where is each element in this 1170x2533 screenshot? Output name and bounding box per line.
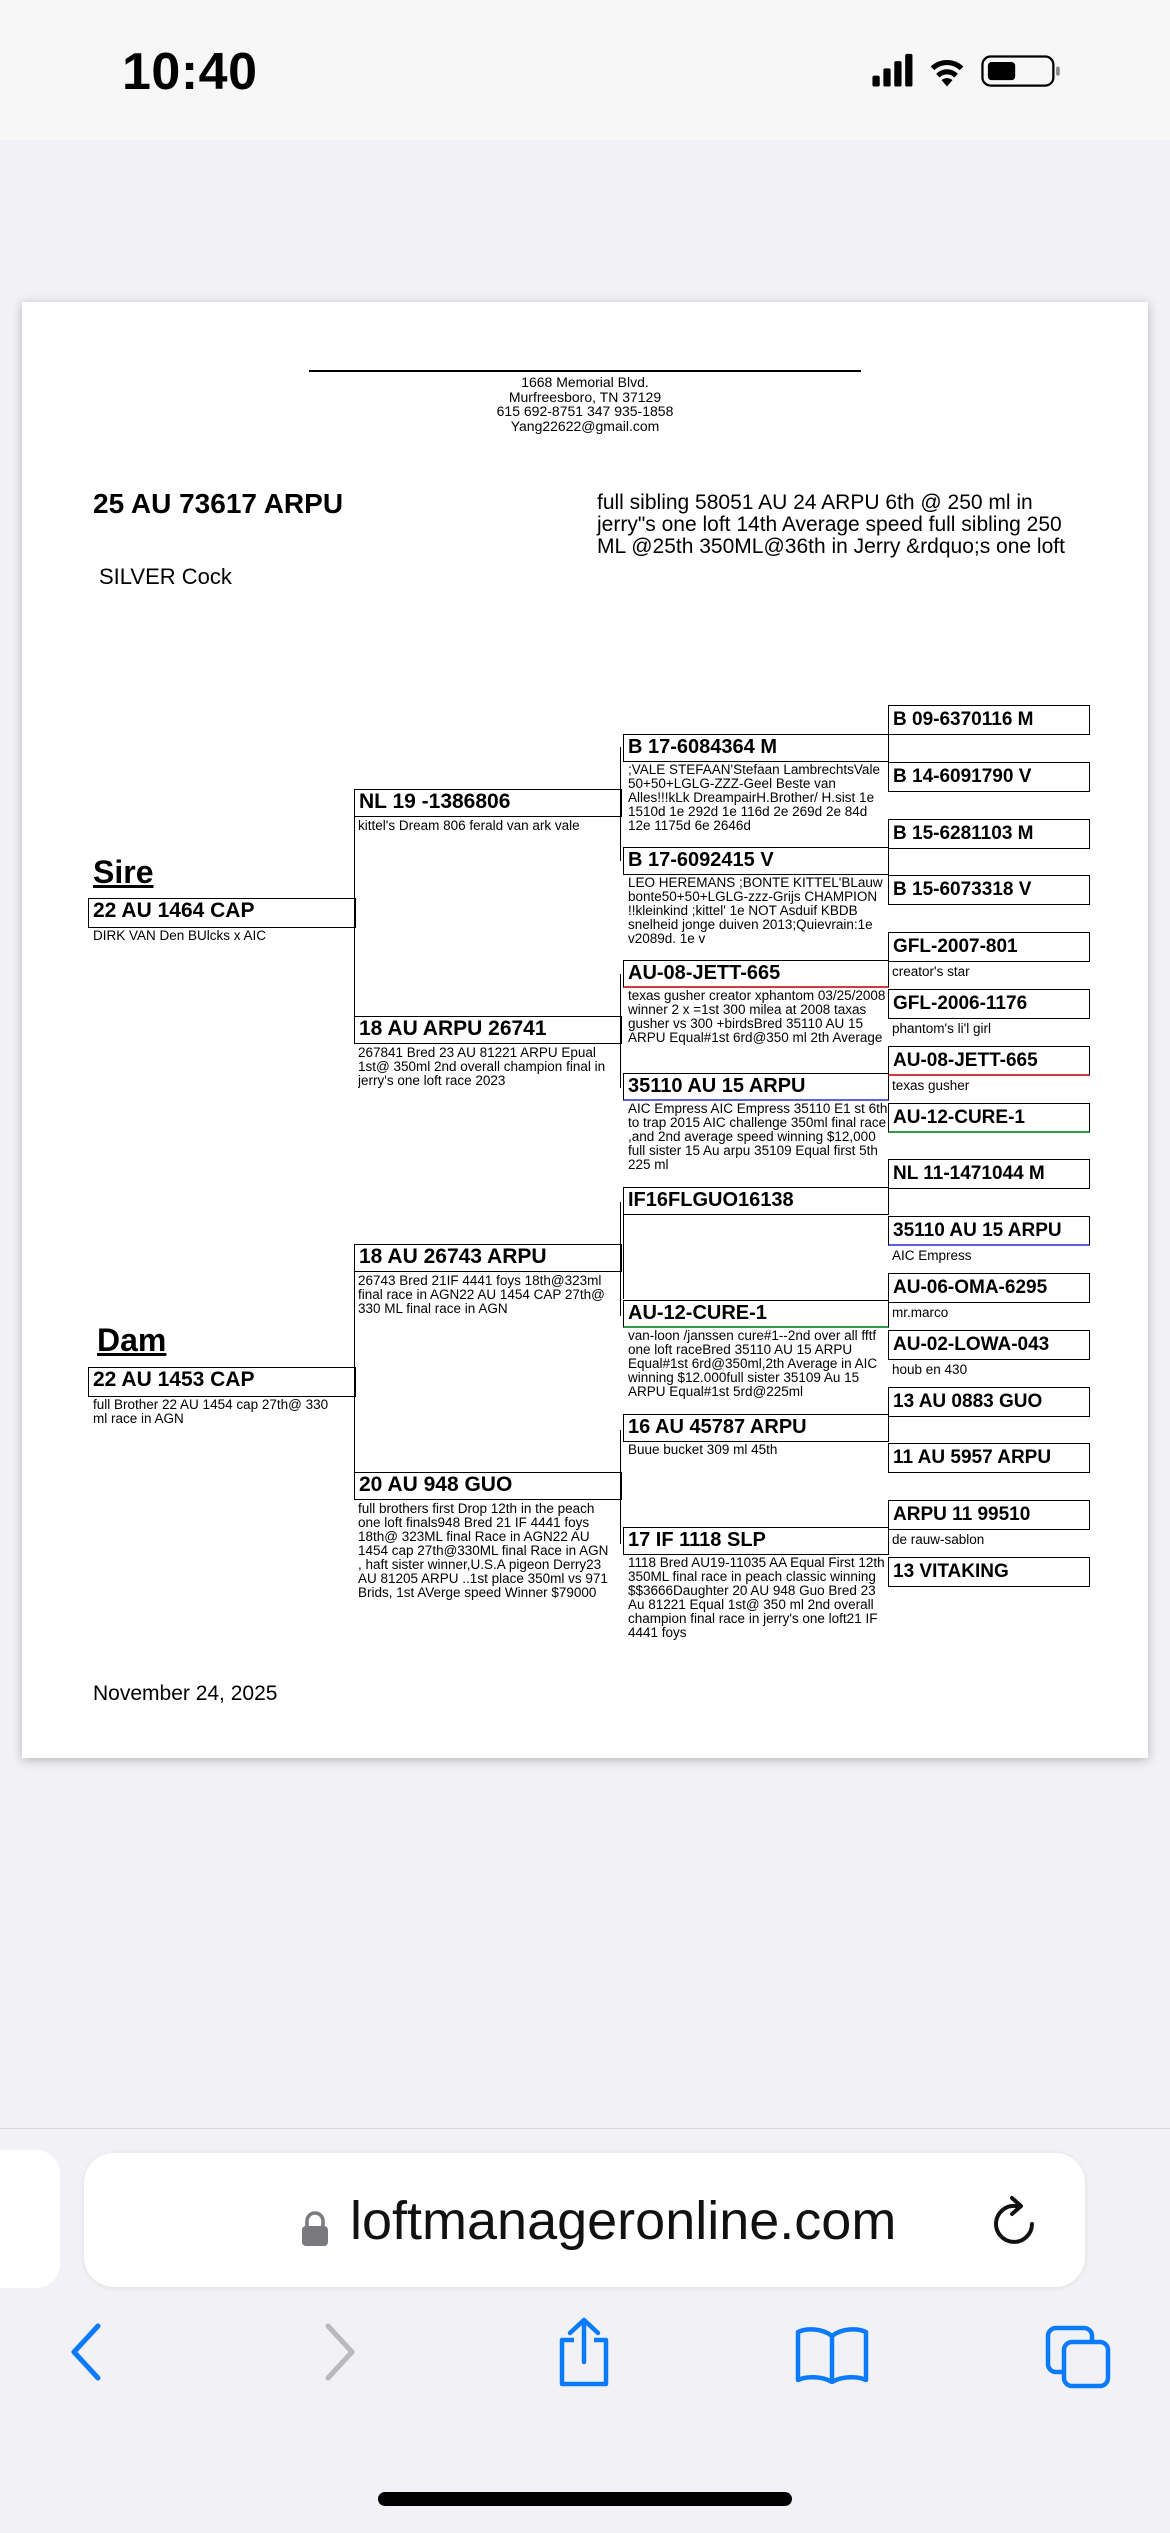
clock: 10:40 [122,43,258,101]
home-indicator [378,2492,792,2506]
dam-dam-ring: 20 AU 948 GUO [354,1472,622,1500]
sire-dam-ring: 18 AU ARPU 26741 [354,1016,622,1044]
wifi-icon [931,60,964,87]
sdd-ring: 35110 AU 15 ARPU [623,1073,889,1101]
gen4-ring: AU-02-LOWA-043 [888,1330,1090,1360]
forward-icon[interactable] [318,2320,360,2384]
gen4-ring: B 09-6370116 M [888,705,1090,735]
sire-desc: DIRK VAN Den BUlcks x AIC [93,929,267,943]
sdd-desc: AIC Empress AIC Empress 35110 E1 st 6th to trap 2015 AIC challenge 350ml final race ,and 2nd average speed winning $12,000 full sister 15 Au arpu 35109 Equal first 5th 225 ml [628,1102,888,1172]
gen4-ring: GFL-2007-801 [888,932,1090,962]
gen4-desc: houb en 430 [892,1362,968,1377]
connector [623,1215,624,1299]
sire-sire-ring: NL 19 -1386806 [354,789,622,817]
gen4-ring: NL 11-1471044 M [888,1159,1090,1189]
address-line-1: 1668 Memorial Blvd. [521,374,649,390]
gen4-ring: B 15-6073318 V [888,875,1090,905]
connector [620,1202,621,1316]
gen4-desc: texas gusher [892,1078,970,1093]
sss-desc: ;VALE STEFAAN'Stefaan LambrechtsVale 50+50+LGLG-ZZZ-Geel Beste van Alles!!!kLk DreampairH.Brother/ H.sist 1e 1510d 1e 292d 1e 116d 2e 269d 2e 84d 12e 1175d 6e 2646d [628,763,880,833]
gen4-ring: B 15-6281103 M [888,819,1090,849]
sire-label: Sire [93,854,154,890]
gen4-ring: ARPU 11 99510 [888,1500,1090,1530]
dsd-desc: van-loon /janssen cure#1--2nd over all fftf one loft raceBred 35110 AU 15 ARPU Equal#1st 6rd@350ml,2th Average in AIC winning $12.000full sister 35109 Au 15 ARPU Equal#1st 5rd@225ml [628,1329,878,1399]
url-text[interactable]: loftmanageronline.com [350,2191,897,2251]
gen4-desc: phantom's li'l girl [892,1021,991,1036]
sire-ring: 22 AU 1464 CAP [88,898,356,928]
dam-label: Dam [97,1322,167,1358]
tabs-icon[interactable] [1044,2324,1114,2390]
dds-desc: Buue bucket 309 ml 45th [628,1443,778,1457]
dds-ring: 16 AU 45787 ARPU [623,1414,889,1442]
bookmarks-icon[interactable] [794,2326,870,2384]
sds-desc: texas gusher creator xphantom 03/25/2008 winner 2 x =1st 300 milea at 2008 taxas gusher vs 300 +birdsBred 35110 AU 15 ARPU Equal#1st 6rd@350 ml 2th Average [628,989,886,1045]
connector [620,974,621,1088]
header-rule [309,370,861,372]
gen4-desc: AIC Empress [892,1248,972,1263]
print-date: November 24, 2025 [93,1682,278,1705]
ddd-ring: 17 IF 1118 SLP [623,1527,889,1555]
gen4-ring: B 14-6091790 V [888,762,1090,792]
connector [354,1244,355,1472]
dam-sire-desc: 26743 Bred 21IF 4441 foys 18th@323ml final race in AGN22 AU 1454 CAP 27th@ 330 ML final race in AGN [358,1274,605,1316]
gen4-ring: 13 AU 0883 GUO [888,1387,1090,1417]
status-bar [0,0,1170,140]
gen4-ring: 35110 AU 15 ARPU [888,1216,1090,1246]
battery-icon [982,57,1059,86]
gen4-ring: 11 AU 5957 ARPU [888,1443,1090,1473]
status-icons [862,52,1092,92]
gen4-ring: AU-12-CURE-1 [888,1103,1090,1133]
lock-icon [300,2210,330,2248]
bird-sex-color: SILVER Cock [99,564,232,589]
email: Yang22622@gmail.com [510,417,660,434]
pedigree-page [22,302,1148,1758]
gen4-ring: AU-06-OMA-6295 [888,1273,1090,1303]
sire-sire-desc: kittel's Dream 806 ferald van ark vale [358,819,580,833]
connector [620,1430,621,1544]
connector [620,747,621,861]
gen4-desc: de rauw-sablon [892,1532,985,1547]
gen4-desc: mr.marco [892,1305,949,1320]
dam-desc: full Brother 22 AU 1454 cap 27th@ 330 ml race in AGN [93,1398,329,1426]
gen4-desc: creator's star [892,964,970,979]
ssd-desc: LEO HEREMANS ;BONTE KITTEL'BLauw bonte50+50+LGLG-zzz-Grijs CHAMPION !!kleinkind ;kittel' 1e NOT Asduif KBDB snelheid jonge duiven 2013;Quievrain:1e v2089d. 1e v [628,876,883,946]
ddd-desc: 1118 Bred AU19-11035 AA Equal First 12th 350ML final race in peach classic winning $$3666Daughter 20 AU 948 Guo Bred 23 Au 81221 Equal 1st@ 350 ml 2nd overall champion final race in jerry's one loft21 IF 4441 foys [628,1556,885,1640]
gen4-ring: GFL-2006-1176 [888,989,1090,1019]
reload-icon[interactable] [988,2192,1044,2252]
bird-note: full sibling 58051 AU 24 ARPU 6th @ 250 ml in jerry"s one loft 14th Average speed full sibling 250 ML @25th 350ML@36th in Jerry &rdquo;s one loft [597,491,1065,558]
dsd-ring: AU-12-CURE-1 [623,1300,889,1328]
dam-dam-desc: full brothers first Drop 12th in the peach one loft finals948 Bred 21 IF 4441 foys 18th@ 323ML final Race in AGN22 AU 1454 cap 27th@330ML final Race in AGN , haft sister winner,U.S.A pigeon Derry23 AU 81205 ARPU ..1st place 350ml vs 971 Brids, 1st AVerge speed Winner $79000 [358,1502,609,1600]
connector [354,804,355,1022]
address-line-2: Murfreesboro, TN 37129 [508,388,662,405]
dam-sire-ring: 18 AU 26743 ARPU [354,1244,622,1272]
dss-ring: IF16FLGUO16138 [623,1187,889,1215]
sds-ring: AU-08-JETT-665 [623,960,889,988]
dam-ring: 22 AU 1453 CAP [88,1367,356,1397]
share-icon[interactable] [552,2316,616,2388]
previous-tab-preview[interactable] [0,2150,60,2288]
back-icon[interactable] [66,2320,108,2384]
gen4-ring: 13 VITAKING [888,1557,1090,1587]
loft-address [309,375,861,433]
bird-ring: 25 AU 73617 ARPU [93,488,344,519]
ssd-ring: B 17-6092415 V [623,847,889,875]
cellular-signal-icon [872,54,912,87]
gen4-ring: AU-08-JETT-665 [888,1046,1090,1076]
sire-dam-desc: 267841 Bred 23 AU 81221 ARPU Epual 1st@ 350ml 2nd overall champion final in jerry's one loft race 2023 [358,1046,606,1088]
phone: 615 692-8751 347 935-1858 [496,403,674,419]
sss-ring: B 17-6084364 M [623,734,889,762]
